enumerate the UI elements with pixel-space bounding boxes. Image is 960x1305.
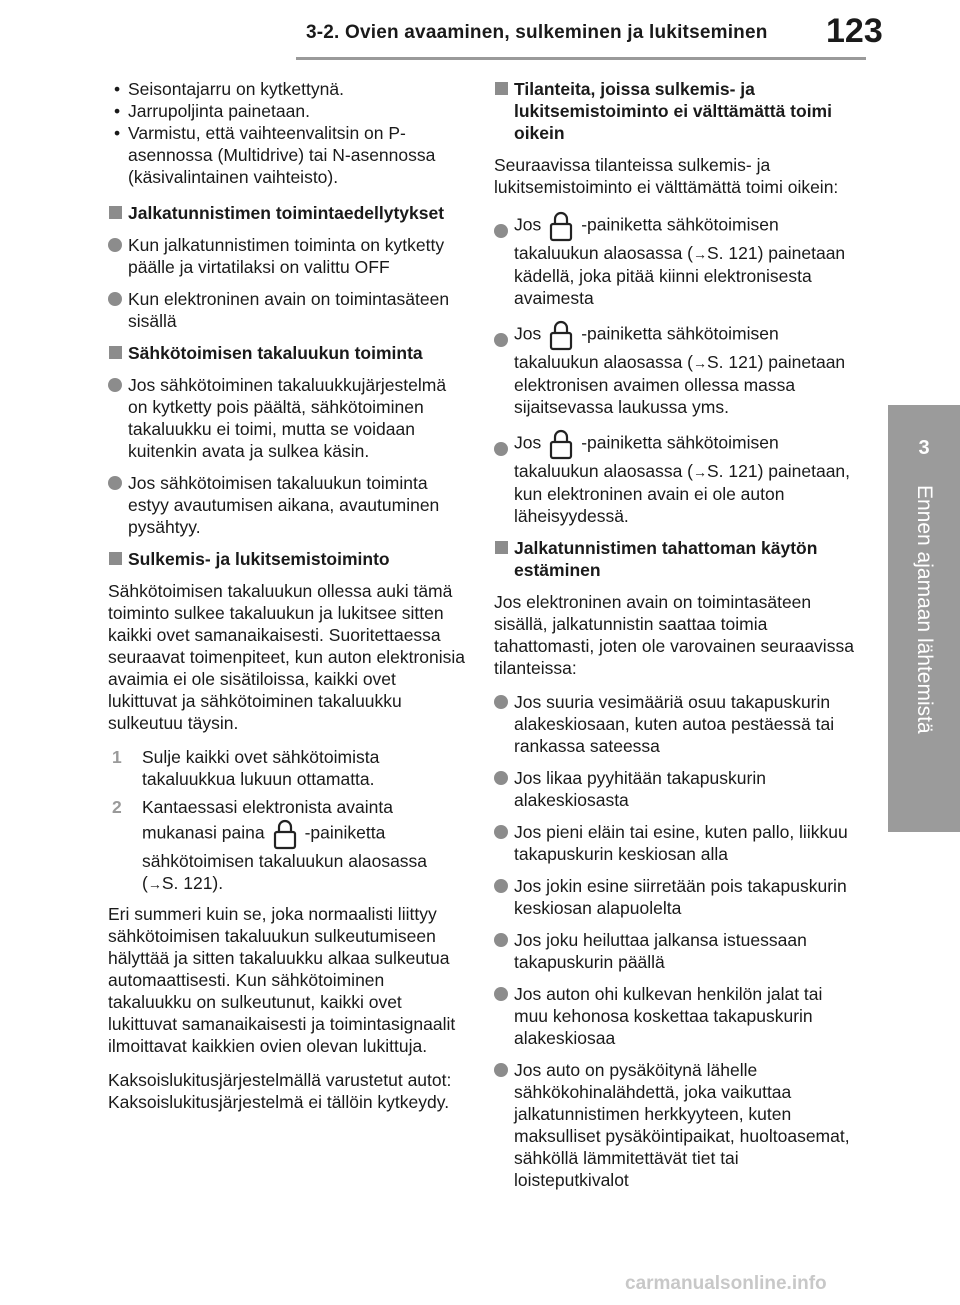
paragraph: Seuraavissa tilanteissa sulkemis- ja lukitsemistoiminto ei välttämättä toimi oikein:: [494, 155, 839, 197]
circle-bullet-icon: [494, 879, 508, 893]
step-number: 2: [112, 797, 122, 817]
arrow-icon: →: [693, 246, 707, 262]
dot-item: Jos sähkötoimisen takaluukun toiminta estyy avautumisen aikana, avautuminen pysähtyy.: [108, 472, 468, 538]
list-item: • Jarrupoljinta painetaan.: [108, 100, 468, 122]
chapter-number: 3: [918, 437, 930, 459]
chapter-label: Ennen ajamaan lähtemistä: [913, 485, 936, 734]
list-item: • Varmistu, että vaihteenvalitsin on P-asennossa (Multidrive) tai N-asennossa (käsivalintainen vaihteisto).: [108, 122, 468, 188]
lock-button-icon: [546, 210, 576, 242]
dot-item: Jos joku heiluttaa jalkansa istuessaan takapuskurin päällä: [494, 929, 854, 973]
condition-list: [108, 78, 468, 188]
circle-bullet-icon: [494, 933, 508, 947]
step-item: 2 Kantaessasi elektronista avainta mukanasi paina -painiketta sähkötoimisen takaluukun alaosassa (→S. 121).: [112, 797, 428, 893]
arrow-icon: →: [693, 355, 707, 371]
circle-bullet-icon: [108, 378, 122, 392]
page-number: 123: [826, 12, 883, 50]
right-column: [494, 78, 854, 1201]
dot-item: Kun elektroninen avain on toimintasäteen sisällä: [108, 288, 468, 332]
lock-button-icon: [546, 319, 576, 351]
square-bullet-icon: [495, 82, 508, 95]
circle-bullet-icon: [494, 333, 508, 347]
header-divider: [296, 57, 866, 60]
left-column: [108, 78, 468, 1125]
arrow-icon: →: [693, 464, 707, 480]
dot-item: Jos pieni eläin tai esine, kuten pallo, liikkuu takapuskurin keskiosan alla: [494, 821, 854, 865]
square-bullet-icon: [109, 552, 122, 565]
circle-bullet-icon: [108, 238, 122, 252]
square-bullet-icon: [109, 206, 122, 219]
circle-bullet-icon: [108, 292, 122, 306]
dot-item: Jos auto on pysäköitynä lähelle sähkökohinalähdettä, joka vaikuttaa jalkatunnistimen herkkyyteen, kuten maksulliset pysäköintipaikat, huoltoasemat, sähköllä lämmitettävät tiet tai loisteputkivalot: [494, 1059, 854, 1191]
dot-item: Jos jokin esine siirretään pois takapuskurin keskiosan alapuolelta: [494, 875, 854, 919]
step-number: 1: [112, 747, 122, 767]
chapter-label-wrap: [888, 485, 960, 825]
circle-bullet-icon: [494, 987, 508, 1001]
circle-bullet-icon: [494, 224, 508, 238]
dot-item: Jos -painiketta sähkötoimisen takaluukun alaosassa (→S. 121) painetaan elektronisen avaimen ollessa massa sijaitsevassa laukussa yms.: [494, 319, 854, 418]
section-heading: Jalkatunnistimen toimintaedellytykset: [108, 202, 468, 224]
list-item: • Seisontajarru on kytkettynä.: [108, 78, 468, 100]
dot-item: Jos sähkötoiminen takaluukkujärjestelmä on kytketty pois päältä, sähkötoiminen takaluukku ei toimi, mutta se voidaan kuitenkin avata ja sulkea käsin.: [108, 374, 468, 462]
paragraph: Eri summeri kuin se, joka normaalisti liittyy sähkötoimisen takaluukun sulkeutumiseen hälyttää ja sitten takaluukku alkaa sulkeutua automaattisesti. Kun sähkötoiminen takaluukku on sulkeutunut, kaikki ovet lukittuvat samanaikaisesti ja toimintasignaalit ilmoittavat kaikkien ovien olevan lukittuja.: [108, 904, 456, 1056]
step-item: 1 Sulje kaikki ovet sähkötoimista takaluukkua lukuun ottamatta.: [112, 747, 380, 789]
circle-bullet-icon: [108, 476, 122, 490]
dot-item: Jos suuria vesimääriä osuu takapuskurin alakeskiosaan, kuten autoa pestäessä tai rankassa sateessa: [494, 691, 854, 757]
paragraph: Jos elektroninen avain on toimintasäteen sisällä, jalkatunnistin saattaa toimia tahattomasti, joten ole varovainen seuraavissa tilanteissa:: [494, 592, 854, 678]
page-header: [0, 0, 960, 62]
dot-item: Jos likaa pyyhitään takapuskurin alakeskiosasta: [494, 767, 854, 811]
circle-bullet-icon: [494, 695, 508, 709]
section-heading: Sulkemis- ja lukitsemistoiminto: [108, 548, 468, 570]
circle-bullet-icon: [494, 771, 508, 785]
dot-item: Jos -painiketta sähkötoimisen takaluukun alaosassa (→S. 121) painetaan kädellä, joka pitää kiinni elektronisesta avaimesta: [494, 210, 854, 309]
paragraph: Sähkötoimisen takaluukun ollessa auki tämä toiminto sulkee takaluukun ja lukitsee sitten kaikki ovet samanaikaisesti. Suoritettaessa seuraavat toimenpiteet, kun auton elektronisia avaimia ei ole sisätiloissa, kaikki ovet lukittuvat ja sähkötoiminen takaluukku sulkeutuu täysin.: [108, 581, 466, 733]
circle-bullet-icon: [494, 1063, 508, 1077]
section-title: 3-2. Ovien avaaminen, sulkeminen ja lukitseminen: [306, 22, 768, 43]
circle-bullet-icon: [494, 825, 508, 839]
lock-button-icon: [546, 428, 576, 460]
square-bullet-icon: [109, 346, 122, 359]
lock-button-icon: [270, 818, 300, 850]
dot-item: Kun jalkatunnistimen toiminta on kytketty päälle ja virtatilaksi on valittu OFF: [108, 234, 468, 278]
square-bullet-icon: [495, 541, 508, 554]
circle-bullet-icon: [494, 442, 508, 456]
paragraph: Kaksoislukitusjärjestelmällä varustetut autot: Kaksoislukitusjärjestelmä ei tällöin kytkeydy.: [108, 1070, 452, 1112]
arrow-icon: →: [147, 876, 162, 892]
section-heading: Tilanteita, joissa sulkemis- ja lukitsemistoiminto ei välttämättä toimi oikein: [494, 78, 854, 144]
chapter-side-tab[interactable]: [888, 405, 960, 832]
section-heading: Sähkötoimisen takaluukun toiminta: [108, 342, 468, 364]
watermark: carmanualsonline.info: [625, 1273, 827, 1294]
dot-item: Jos -painiketta sähkötoimisen takaluukun alaosassa (→S. 121) painetaan, kun elektroninen avain ei ole auton läheisyydessä.: [494, 428, 854, 527]
dot-item: Jos auton ohi kulkevan henkilön jalat tai muu kehonosa koskettaa takapuskurin alakeskiosaa: [494, 983, 854, 1049]
section-heading: Jalkatunnistimen tahattoman käytön estäminen: [494, 537, 854, 581]
